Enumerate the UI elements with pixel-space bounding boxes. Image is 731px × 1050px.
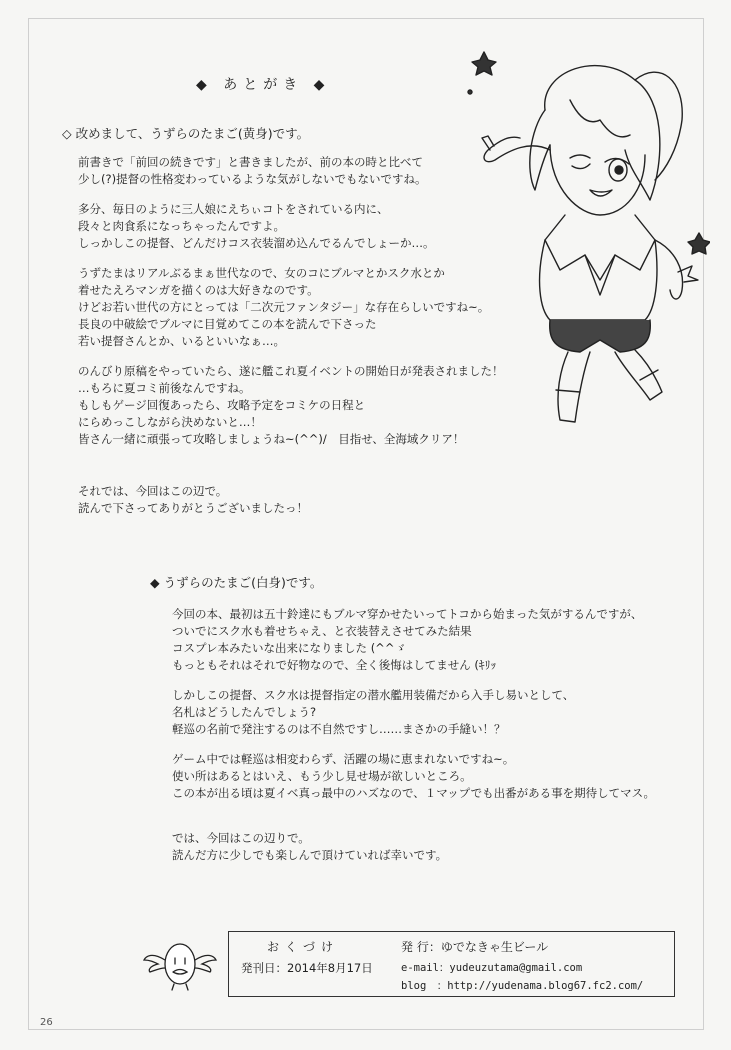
text-line: 読んで下さってありがとうございましたっ！ <box>78 501 308 515</box>
text-line: …もろに夏コミ前後なんですね。 <box>78 381 251 395</box>
text-line: 少し(?)提督の性格変わっているような気がしないでもないですね。 <box>78 172 427 186</box>
text-line: 名札はどうしたんでしょう? <box>172 705 317 719</box>
winged-egg-mascot <box>140 932 220 992</box>
afterword-title: ◆ あとがき ◆ <box>196 77 331 93</box>
text-line: ゲーム中では軽巡は相変わらず、活躍の場に恵まれないですね~。 <box>172 752 515 766</box>
paragraph <box>78 201 504 252</box>
text-line: けどお若い世代の方にとっては「二次元ファンタジー」な存在らしいですね~。 <box>78 300 490 314</box>
colophon-blog: blog ：http://yudenama.blog67.fc2.com/ <box>401 980 644 992</box>
text-line: この本が出る頃は夏イベ真っ最中のハズなので、１マップでも出番がある事を期待してマス。 <box>172 786 655 800</box>
paragraph <box>172 751 655 802</box>
text-line: では、今回はこの辺りで。 <box>172 831 310 845</box>
text-line: 段々と肉食系になっちゃったんですよ。 <box>78 219 285 233</box>
text-line: にらめっこしながら決めないと…！ <box>78 415 262 429</box>
colophon-box <box>228 931 675 997</box>
text-line: コスプレ本みたいな出来になりました (^^ゞ <box>172 641 406 655</box>
section-white-closing <box>172 830 447 864</box>
colophon-publisher: 発 行：ゆでなきゃ生ビール <box>401 940 549 954</box>
section-white-heading: ◆ うずらのたまご(白身)です。 <box>150 575 323 590</box>
text-line: 皆さん一緒に頑張って攻略しましょうね~(^^)/ 目指せ、全海域クリア！ <box>78 432 465 446</box>
text-line: 若い提督さんとか、いるといいなぁ…。 <box>78 334 285 348</box>
text-line: のんびり原稿をやっていたら、遂に艦これ夏イベントの開始日が発表されました！ <box>78 364 504 378</box>
paragraph <box>172 687 655 738</box>
section-white-body <box>172 606 655 815</box>
colophon-date: 発刊日：2014年8月17日 <box>241 961 373 975</box>
paragraph <box>172 606 655 674</box>
paragraph <box>78 265 504 350</box>
text-line: 着せたえろマンガを描くのは大好きなのです。 <box>78 283 319 297</box>
text-line: 読んだ方に少しでも楽しんで頂けていれば幸いです。 <box>172 848 448 862</box>
section-yellow-closing <box>78 483 308 517</box>
text-line: それでは、今回はこの辺で。 <box>78 484 228 498</box>
paragraph <box>78 154 504 188</box>
page-number: 26 <box>40 1017 53 1028</box>
colophon-label: おくづけ <box>267 940 340 954</box>
text-line: 使い所はあるとはいえ、もう少し見せ場が欲しいところ。 <box>172 769 472 783</box>
section-yellow-body <box>78 154 504 461</box>
colophon-email: e-mail：yudeuzutama@gmail.com <box>401 962 583 974</box>
text-line: しかしこの提督、スク水は提督指定の潜水艦用装備だから入手し易いとして、 <box>172 688 575 702</box>
text-line: しっかしこの提督、どんだけコス衣装溜め込んでるんでしょーか…。 <box>78 236 435 250</box>
text-line: もっともそれはそれで好物なので、全く後悔はしてません (ｷﾘｯ <box>172 658 497 672</box>
text-line: もしもゲージ回復あったら、攻略予定をコミケの日程と <box>78 398 366 412</box>
text-line: ついでにスク水も着せちゃえ、と衣装替えさせてみた結果 <box>172 624 472 638</box>
paragraph <box>78 363 504 448</box>
text-line: 長良の中破絵でブルマに目覚めてこの本を読んで下さった <box>78 317 377 331</box>
text-line: 前書きで「前回の続きです」と書きましたが、前の本の時と比べて <box>78 155 423 169</box>
section-yellow-heading: ◇ 改めまして、うずらのたまご(黄身)です。 <box>62 126 310 141</box>
text-line: 軽巡の名前で発注するのは不自然ですし……まさかの手縫い！？ <box>172 722 506 736</box>
text-line: 多分、毎日のように三人娘にえちぃコトをされている内に、 <box>78 202 389 216</box>
text-line: 今回の本、最初は五十鈴達にもブルマ穿かせたいってトコから始まった気がするんですが、 <box>172 607 643 621</box>
text-line: うずたまはリアルぶるまぁ世代なので、女のコにブルマとかスク水とか <box>78 266 445 280</box>
